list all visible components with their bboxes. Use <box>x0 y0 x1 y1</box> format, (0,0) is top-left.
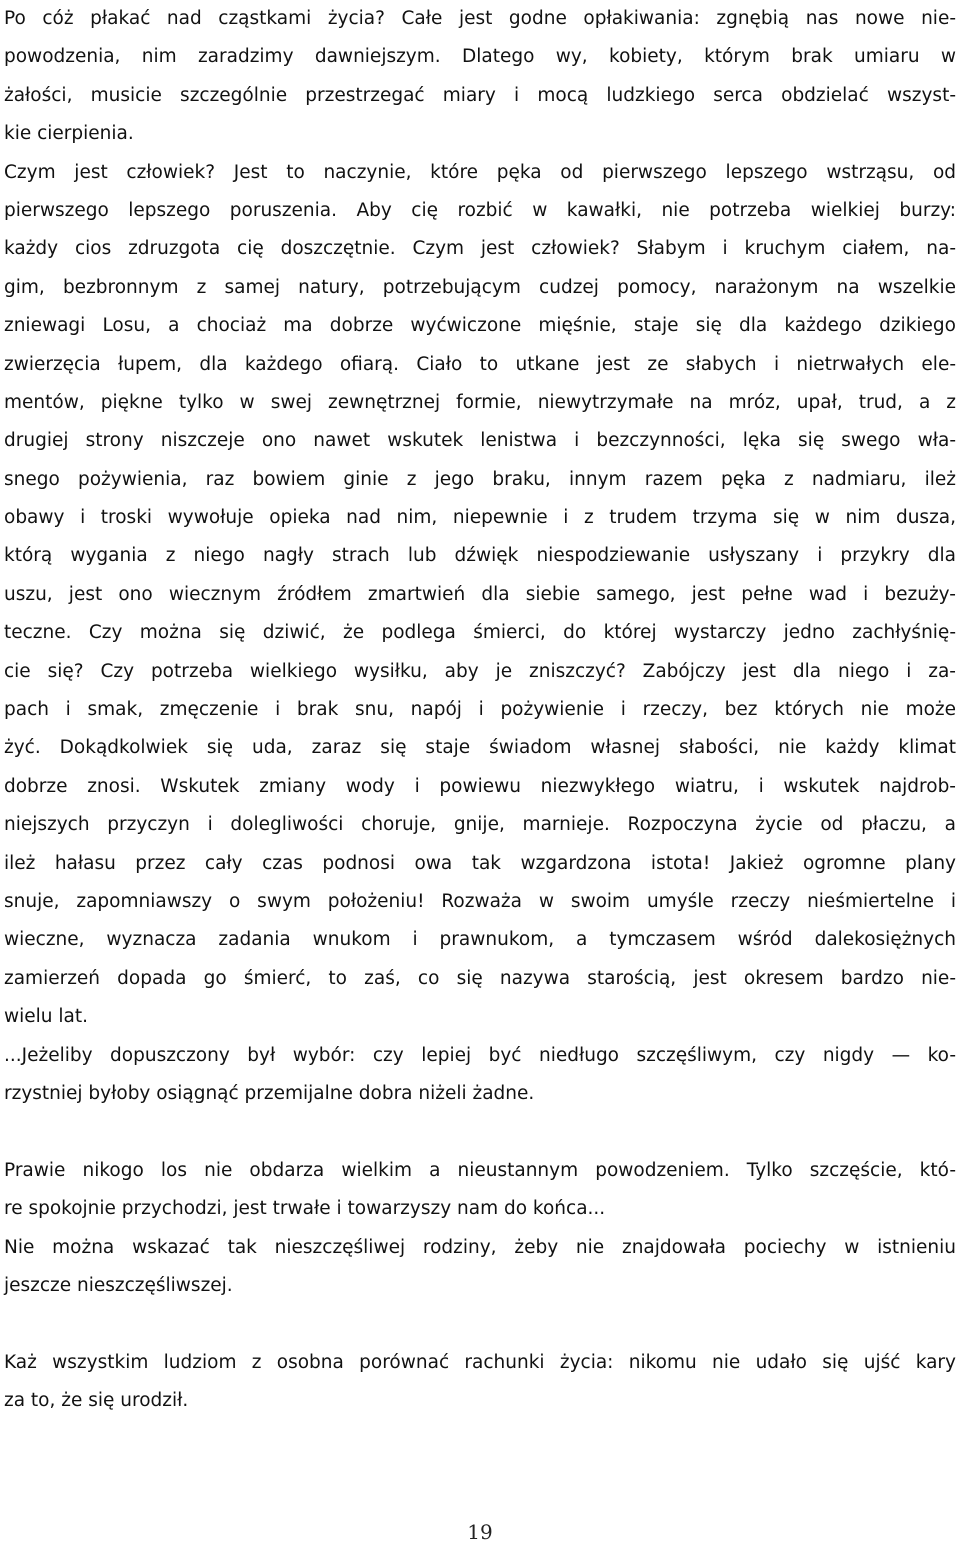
text-line: Po cóż płakać nad cząstkami życia? Całe jest godne opłakiwania: zgnębią nas nowe nie- <box>4 8 956 29</box>
text-line: Czym jest człowiek? Jest to naczynie, które pęka od pierwszego lepszego wstrząsu, od <box>4 161 956 183</box>
text-line: re spokojnie przychodzi, jest trwałe i towarzyszy nam do końca... <box>4 1198 606 1220</box>
text-line: ileż hałasu przez cały czas podnosi owa tak wzgardzona istota! Jakież ogromne plany <box>4 852 956 874</box>
text-line: jeszcze nieszczęśliwszej. <box>4 1274 233 1296</box>
text-line: żałości, musicie szczególnie przestrzegać miary i mocą ludzkiego serca obdzielać wszyst- <box>4 84 956 106</box>
text-line: mentów, piękne tylko w swej zewnętrznej formie, niewytrzymałe na mróz, upał, trud, a z <box>4 391 956 413</box>
document-page <box>4 0 956 1420</box>
text-line: Prawie nikogo los nie obdarza wielkim a nieustannym powodzeniem. Tylko szczęście, któ- <box>4 1159 956 1181</box>
text-line: zamierzeń dopada go śmierć, to zaś, co się nazywa starością, jest okresem bardzo nie- <box>4 967 956 989</box>
text-line: rzystniej byłoby osiągnąć przemijalne dobra niżeli żadne. <box>4 1082 535 1104</box>
text-line: powodzenia, nim zaradzimy dawniejszym. Dlatego wy, kobiety, którym brak umiaru w <box>4 46 956 68</box>
text-line: gim, bezbronnym z samej natury, potrzebującym cudzej pomocy, narażonym na wszelkie <box>4 276 956 298</box>
text-line: wielu lat. <box>4 1006 89 1028</box>
paragraph-spacer <box>4 1305 956 1343</box>
text-line: pach i smak, zmęczenie i brak snu, napój i pożywienie i rzeczy, bez których nie może <box>4 699 956 721</box>
paragraph-rodzina <box>4 1229 956 1306</box>
paragraph-spacer <box>4 1113 956 1151</box>
text-line: żyć. Dokądkolwiek się uda, zaraz się staje świadom własnej słabości, nie każdy klimat <box>4 737 956 759</box>
text-line: cie się? Czy potrzeba wielkiego wysiłku, aby je zniszczyć? Zabójczy jest dla niego i za- <box>4 660 956 682</box>
paragraph-rachunki <box>4 1344 956 1421</box>
text-line: snuje, zapomniawszy o swym położeniu! Rozważa w swoim umyśle rzeczy nieśmiertelne i <box>4 890 956 912</box>
text-line: kie cierpienia. <box>4 123 134 145</box>
text-line: ...Jeżeliby dopuszczony był wybór: czy lepiej być niedługo szczęśliwym, czy nigdy — ko- <box>4 1044 956 1066</box>
text-line: obawy i troski wywołuje opieka nad nim, niepewnie i z trudem trzyma się w nim dusza, <box>4 507 956 529</box>
paragraph-czym-jest-czlowiek <box>4 154 956 1037</box>
page-number: 19 <box>467 1520 493 1544</box>
text-line: drugiej strony niszczeje ono nawet wskutek lenistwa i bezczynności, lęka się swego wła- <box>4 430 956 452</box>
text-line: każdy cios zdruzgota cię doszczętnie. Czym jest człowiek? Słabym i kruchym ciałem, na- <box>4 238 956 260</box>
text-line: Nie można wskazać tak nieszczęśliwej rodziny, żeby nie znajdowała pociechy w istnieniu <box>4 1236 956 1258</box>
text-line: za to, że się urodził. <box>4 1390 189 1412</box>
text-line: teczne. Czy można się dziwić, że podlega śmierci, do której wystarczy jedno zachłyśnię- <box>4 622 956 644</box>
text-line: snego pożywienia, raz bowiem ginie z jego braku, innym razem pęka z nadmiaru, ileż <box>4 468 956 490</box>
text-line: uszu, jest ono wiecznym źródłem zmartwień dla siebie samego, jest pełne wad i bezuży- <box>4 583 956 605</box>
text-line: wieczne, wyznacza zadania wnukom i prawnukom, a tymczasem wśród dalekosiężnych <box>4 929 956 951</box>
text-line: dobrze znosi. Wskutek zmiany wody i powiewu niezwykłego wiatru, i wskutek najdrob- <box>4 775 956 797</box>
paragraph-wybor <box>4 1037 956 1114</box>
paragraph-powodzenie <box>4 1152 956 1229</box>
text-line: zniewagi Losu, a chociaż ma dobrze wyćwiczone mięśnie, staje się dla każdego dzikiego <box>4 315 956 337</box>
text-line: którą wygania z niego nagły strach lub dźwięk niespodziewanie usłyszany i przykry dla <box>4 545 956 567</box>
text-line: zwierzęcia łupem, dla każdego ofiarą. Ciało to utkane jest ze słabych i nietrwałych ele- <box>4 353 956 375</box>
text-line: Każ wszystkim ludziom z osobna porównać rachunki życia: nikomu nie udało się ujść kary <box>4 1351 956 1373</box>
text-line: pierwszego lepszego poruszenia. Aby cię rozbić w kawałki, nie potrzeba wielkiej burzy: <box>4 199 956 221</box>
paragraph-intro <box>4 0 956 154</box>
text-line: niejszych przyczyn i dolegliwości choruje, gnije, marnieje. Rozpoczyna życie od płaczu, a <box>4 814 956 836</box>
